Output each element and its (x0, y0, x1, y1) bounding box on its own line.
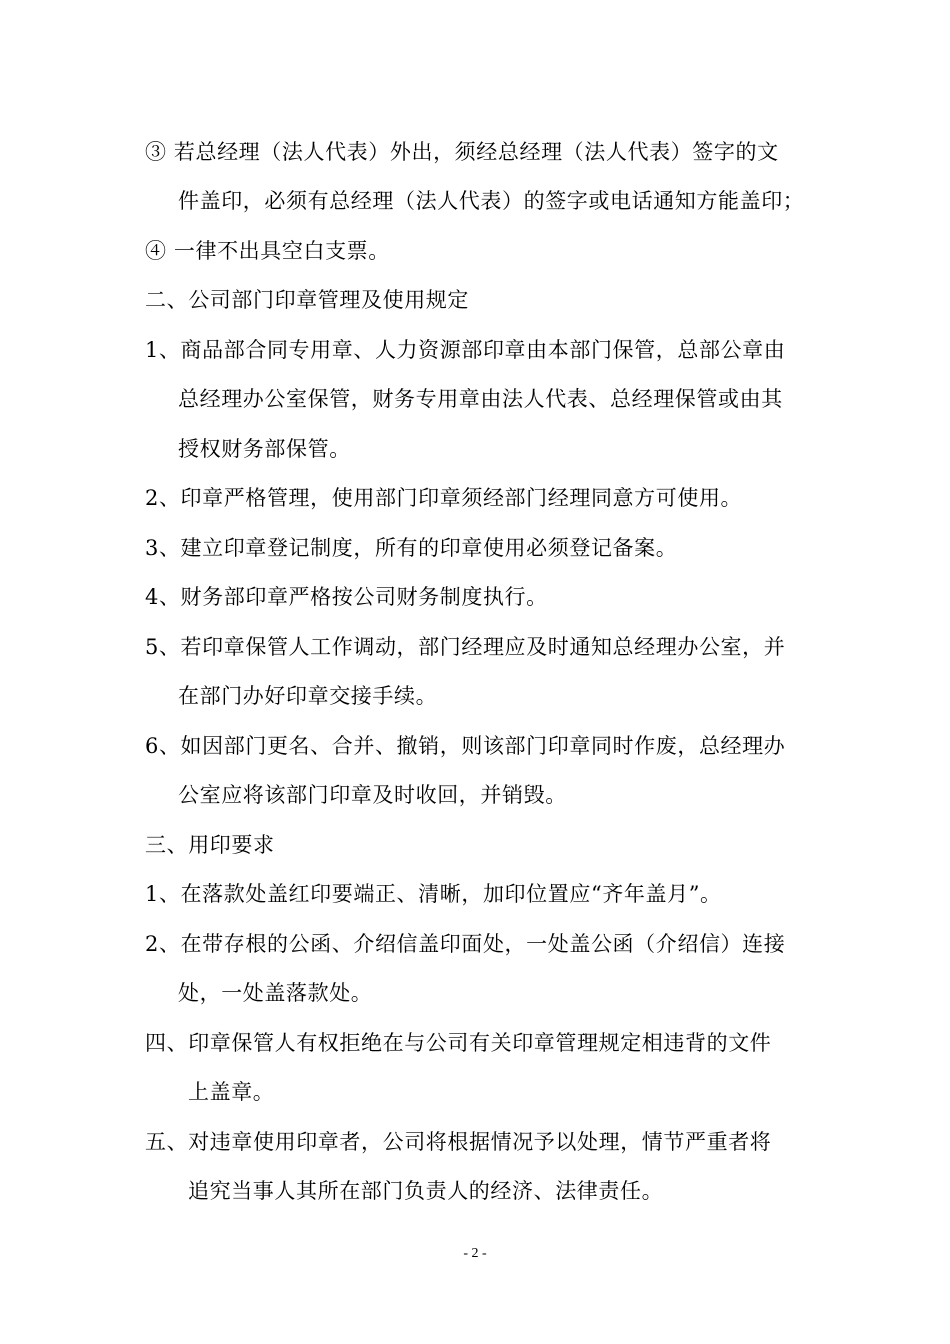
section-heading: 二、公司部门印章管理及使用规定 (145, 288, 469, 312)
text-line: 处，一处盖落款处。 (178, 981, 373, 1005)
section-heading: 三、用印要求 (145, 833, 275, 857)
text-line: 件盖印，必须有总经理（法人代表）的签字或电话通知方能盖印； (178, 189, 805, 213)
text-line: 追究当事人其所在部门负责人的经济、法律责任。 (188, 1179, 664, 1203)
text-line: 2、在带存根的公函、介绍信盖印面处，一处盖公函（介绍信）连接 (145, 932, 786, 956)
text-line: 上盖章。 (188, 1080, 275, 1104)
text-line: 4、财务部印章严格按公司财务制度执行。 (145, 585, 548, 609)
text-line: 1、在落款处盖红印要端正、清晰，加印位置应“齐年盖月”。 (145, 882, 722, 906)
text-line: 2、印章严格管理，使用部门印章须经部门经理同意方可使用。 (145, 486, 743, 510)
text-line: 3、建立印章登记制度，所有的印章使用必须登记备案。 (145, 536, 678, 560)
text-line: 公室应将该部门印章及时收回，并销毁。 (178, 783, 567, 807)
text-line: 授权财务部保管。 (178, 437, 351, 461)
text-line: 在部门办好印章交接手续。 (178, 684, 438, 708)
text-line: 6、如因部门更名、合并、撤销，则该部门印章同时作废，总经理办 (145, 734, 786, 758)
section-heading: 五、对违章使用印章者，公司将根据情况予以处理，情节严重者将 (145, 1130, 772, 1154)
text-line: 1、商品部合同专用章、人力资源部印章由本部门保管，总部公章由 (145, 338, 786, 362)
text-line: ③ 若总经理（法人代表）外出，须经总经理（法人代表）签字的文 (145, 140, 779, 164)
page-number: - 2 - (463, 1246, 487, 1261)
text-line: 5、若印章保管人工作调动，部门经理应及时通知总经理办公室，并 (145, 635, 786, 659)
text-line: 总经理办公室保管，财务专用章由法人代表、总经理保管或由其 (178, 387, 783, 411)
text-line: ④ 一律不出具空白支票。 (145, 239, 390, 263)
section-heading: 四、印章保管人有权拒绝在与公司有关印章管理规定相违背的文件 (145, 1031, 772, 1055)
